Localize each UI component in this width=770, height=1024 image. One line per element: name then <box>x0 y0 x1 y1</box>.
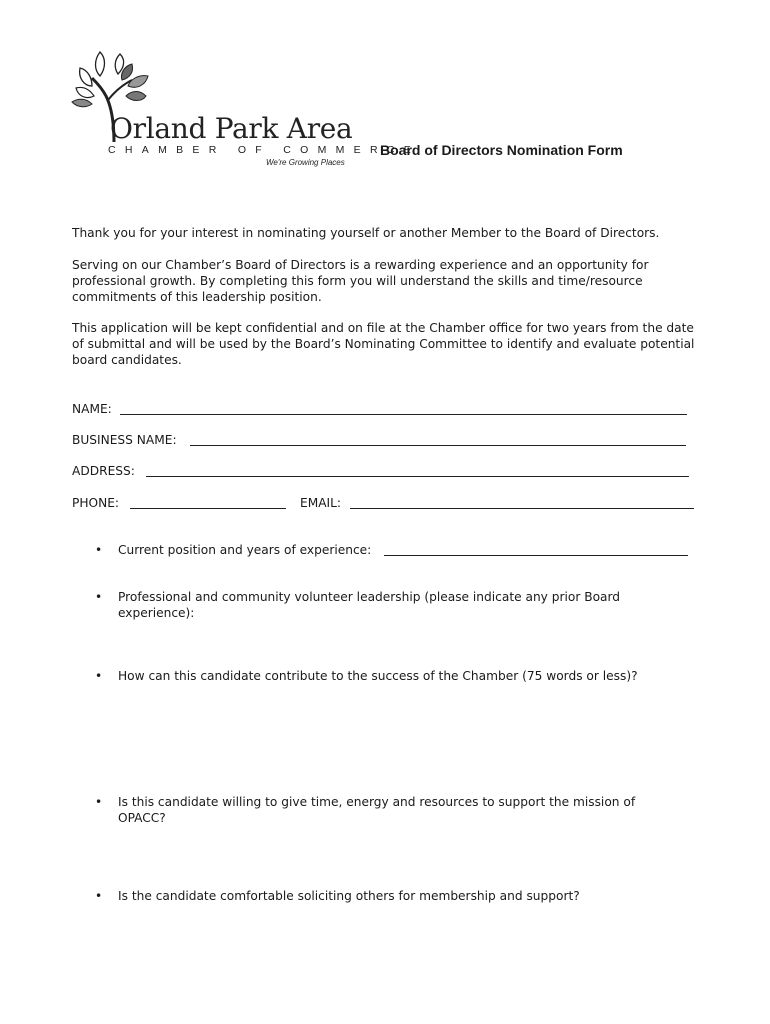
org-name: Orland Park Area <box>110 112 353 145</box>
business-name-input-line[interactable] <box>190 445 686 446</box>
phone-label: PHONE: <box>72 496 120 510</box>
intro-paragraph-confidential: This application will be kept confidential and on file at the Chamber office for two years from the date of submittal and will be used by the Board’s Nominating Committee to identify and evaluate potential board candidates. <box>72 321 695 367</box>
business-field-row <box>72 432 688 448</box>
address-input-line[interactable] <box>146 476 689 477</box>
org-tagline: We're Growing Places <box>266 158 345 167</box>
form-title: Board of Directors Nomination Form <box>380 142 623 158</box>
current-position-input-line[interactable] <box>384 555 688 556</box>
question-contribution: How can this candidate contribute to the success of the Chamber (75 words or less)? <box>118 669 638 683</box>
business-name-label: BUSINESS NAME: <box>72 433 177 447</box>
name-input-line[interactable] <box>120 414 687 415</box>
bullet-1: • <box>95 543 103 557</box>
question-willing-to-give: Is this candidate willing to give time, energy and resources to support the mission of OPACC? <box>118 795 636 825</box>
question-current-position-text: Current position and years of experience: <box>118 543 372 557</box>
phone-input-line[interactable] <box>130 508 286 509</box>
intro-paragraph-serving: Serving on our Chamber’s Board of Directors is a rewarding experience and an opportunity for professional growth. By completing this form you will understand the skills and time/resource commitments of this leadership position. <box>72 258 649 304</box>
address-label: ADDRESS: <box>72 464 135 478</box>
email-label: EMAIL: <box>300 496 342 510</box>
email-input-line[interactable] <box>350 508 694 509</box>
bullet-4: • <box>95 795 103 809</box>
phone-email-row <box>72 495 696 511</box>
question-volunteer-leadership: Professional and community volunteer leadership (please indicate any prior Board experience): <box>118 590 621 620</box>
name-field-row <box>72 401 688 417</box>
bullet-3: • <box>95 669 103 683</box>
org-subtitle: CHAMBER OF COMMERCE <box>108 144 421 156</box>
question-current-position <box>118 542 690 558</box>
bullet-5: • <box>95 889 103 903</box>
question-soliciting: Is the candidate comfortable soliciting others for membership and support? <box>118 889 580 903</box>
bullet-2: • <box>95 590 103 604</box>
chamber-logo <box>70 44 421 174</box>
name-label: NAME: <box>72 402 112 416</box>
intro-paragraph-thanks: Thank you for your interest in nominating yourself or another Member to the Board of Directors. <box>72 226 660 240</box>
address-field-row <box>72 463 690 479</box>
